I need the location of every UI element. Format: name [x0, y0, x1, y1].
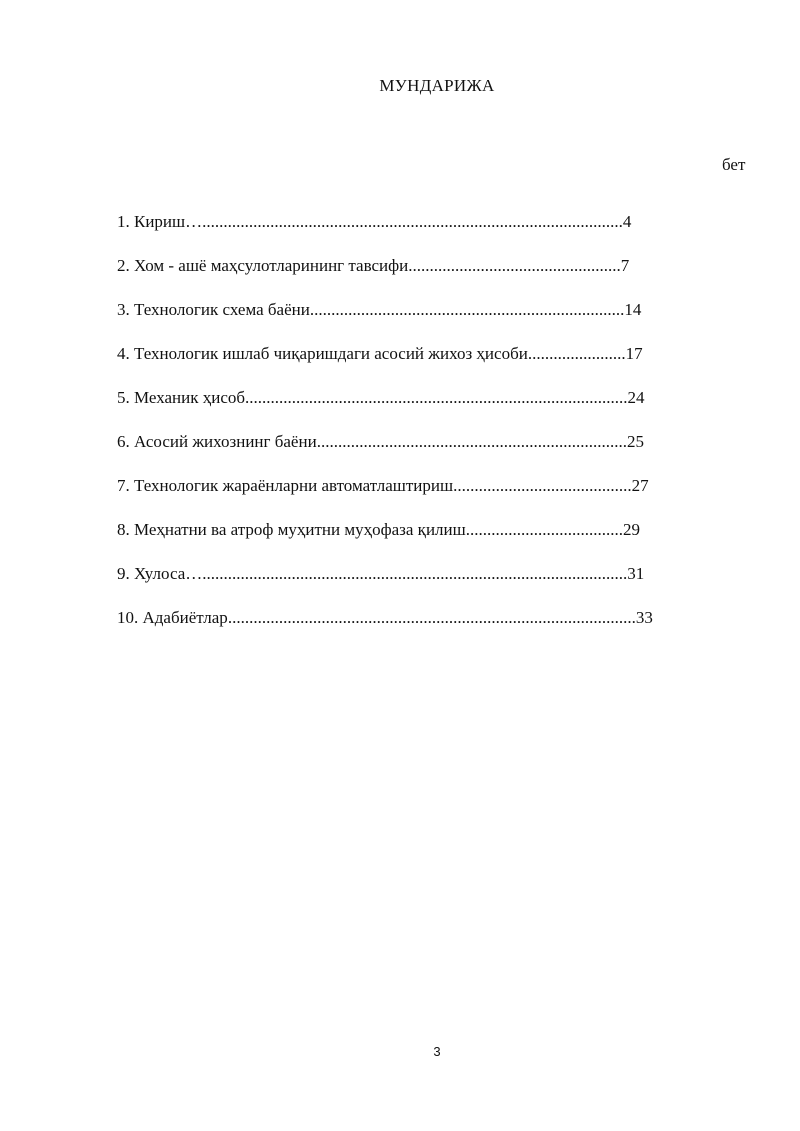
toc-dot-leader: ....................... — [527, 344, 626, 363]
toc-dot-leader: ......................................................................... — [316, 432, 627, 451]
toc-dot-leader: ..................................... — [465, 520, 623, 539]
toc-entry-title: 3. Технологик схема баёни — [117, 300, 310, 319]
toc-entry-title: 5. Механик ҳисоб — [117, 388, 246, 407]
toc-entry — [117, 518, 707, 542]
toc-entry-title: 8. Меҳнатни ва атроф муҳитни муҳофаза қилиш — [117, 520, 466, 539]
toc-dot-leader: .................................................................................................... — [202, 564, 628, 583]
toc-entry — [117, 386, 707, 410]
toc-page-number: 25 — [626, 432, 644, 451]
page-title: МУНДАРИЖА — [379, 76, 495, 95]
toc-dot-leader: ................................................................................................ — [227, 608, 636, 627]
toc-page-number: 4 — [622, 212, 632, 231]
toc-dot-leader: .......................................... — [453, 476, 632, 495]
toc-page-number: 17 — [625, 344, 643, 363]
toc-page-number: 14 — [624, 300, 642, 319]
toc-entry-title: 4. Технологик ишлаб чиқаришдаги асосий жихоз ҳисоби — [117, 344, 528, 363]
footer-page-number: 3 — [433, 1044, 441, 1059]
page-column-label: бет — [722, 155, 746, 174]
toc-entry — [117, 430, 707, 454]
toc-page-number: 27 — [631, 476, 649, 495]
toc-entry — [117, 474, 707, 498]
toc-entry — [117, 210, 707, 234]
toc-entry-title: 6. Асосий жихознинг баёни — [117, 432, 317, 451]
toc-entry-title: 2. Хом - ашё маҳсулотларининг тавсифи — [117, 256, 409, 275]
toc-entry — [117, 606, 707, 630]
toc-page-number: 24 — [627, 388, 645, 407]
toc-entry-title: 9. Хулоса… — [117, 564, 203, 583]
toc-page-number: 31 — [627, 564, 645, 583]
toc-page-number: 29 — [622, 520, 640, 539]
toc-dot-leader: .......................................................................................... — [245, 388, 628, 407]
toc-entry — [117, 298, 707, 322]
toc-entry-title: 1. Кириш… — [117, 212, 203, 231]
toc-entry-title: 7. Технологик жараёнларни автоматлаштириш — [117, 476, 454, 495]
toc-entry — [117, 254, 707, 278]
toc-page-number: 33 — [635, 608, 653, 627]
toc-dot-leader: .......................................................................... — [309, 300, 625, 319]
toc-dot-leader: ................................................................................................... — [202, 212, 623, 231]
toc-entry-title: 10. Адабиётлар — [117, 608, 228, 627]
toc-entry — [117, 342, 707, 366]
toc-entry — [117, 562, 707, 586]
toc-page-number: 7 — [620, 256, 630, 275]
toc-dot-leader: .................................................. — [408, 256, 621, 275]
